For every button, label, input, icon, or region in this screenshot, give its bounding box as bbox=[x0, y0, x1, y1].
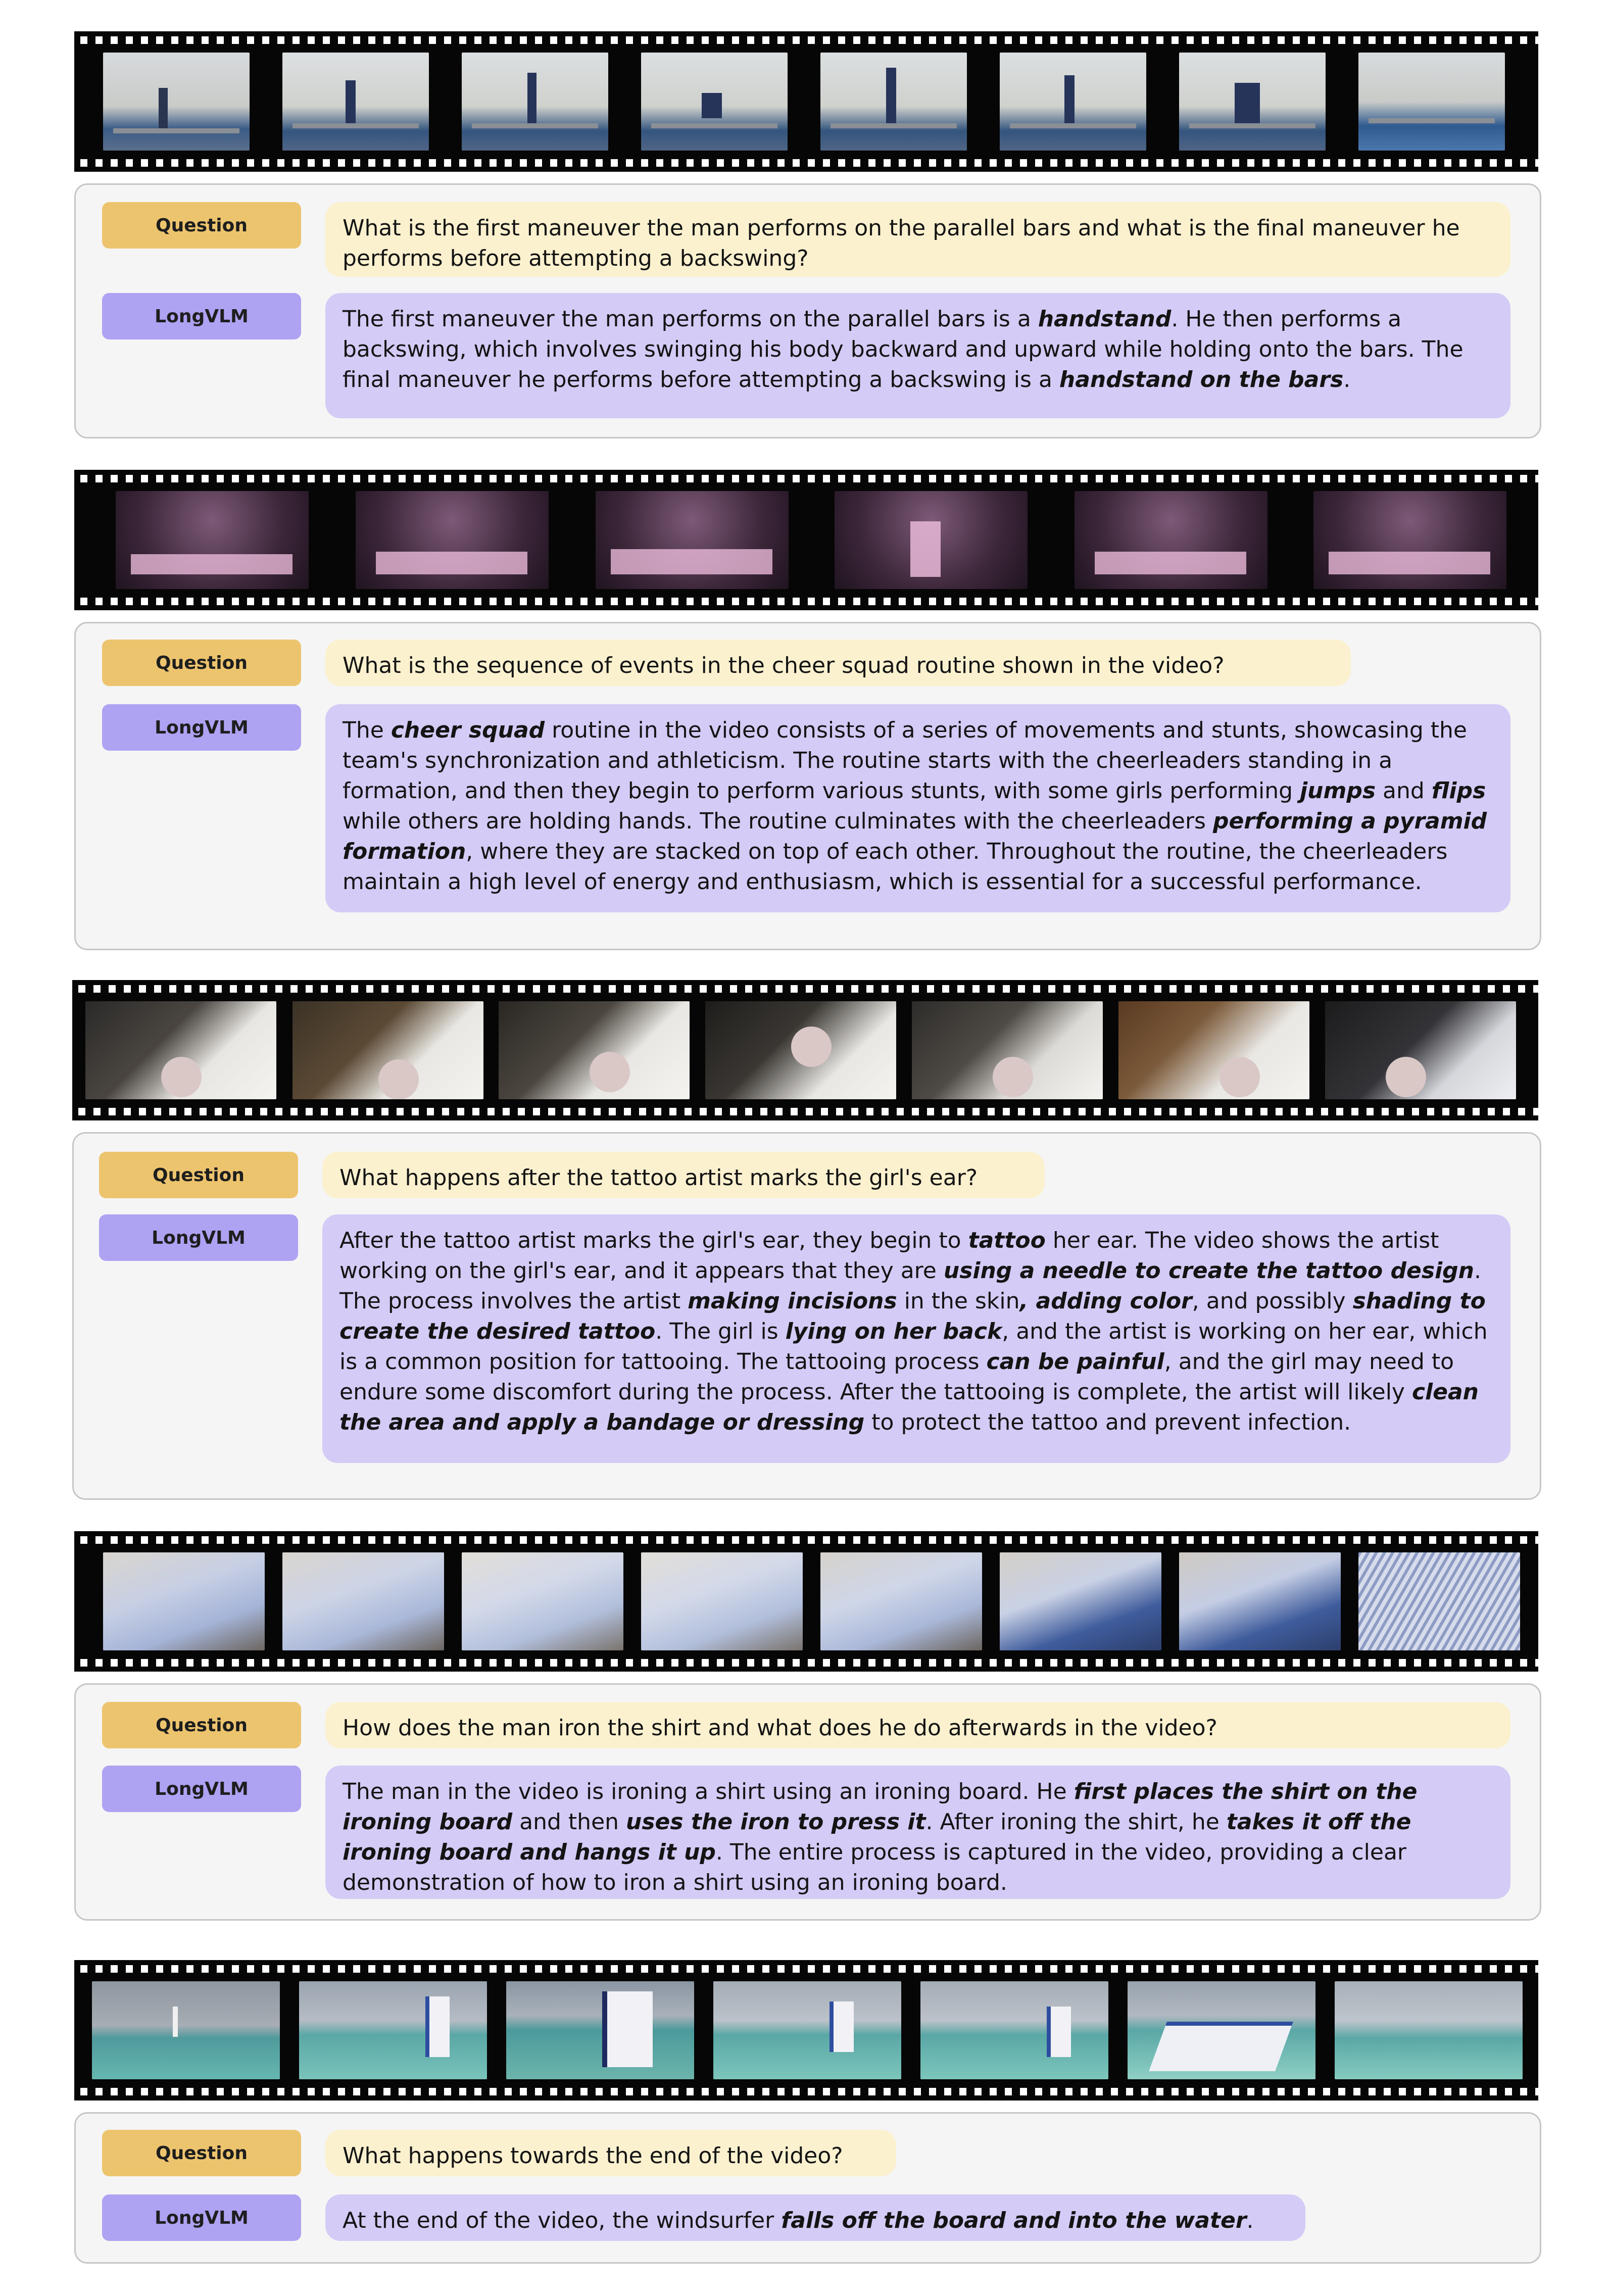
qa-panel bbox=[74, 183, 1541, 438]
answer-text: . He then performs a backswing, which involves swinging his body backward and upward while holding onto the bars. The final maneuver he performs before attempting a backswing is a bbox=[343, 306, 1463, 393]
video-frame bbox=[282, 53, 429, 151]
answer-text: her ear. The video shows the artist working on the girl's ear, and it appears that they are bbox=[339, 1228, 1439, 1284]
sprocket-holes-bottom bbox=[74, 2088, 1538, 2095]
sprocket-holes-bottom bbox=[72, 1108, 1538, 1115]
video-frame bbox=[912, 1001, 1103, 1099]
filmstrip-windsurf bbox=[74, 1960, 1538, 2100]
answer-text: to protect the tattoo and prevent infection. bbox=[864, 1409, 1351, 1435]
qa-panel bbox=[74, 622, 1541, 950]
answer-text: . The process involves the artist bbox=[339, 1258, 1481, 1314]
answer-emphasis: using a needle to create the tattoo design bbox=[943, 1258, 1474, 1284]
answer-text: while others are holding hands. The routine culminates with the cheerleaders bbox=[343, 808, 1213, 834]
video-frame bbox=[705, 1001, 896, 1099]
answer-tag: LongVLM bbox=[102, 2194, 301, 2241]
video-frame bbox=[103, 1552, 265, 1650]
video-frame bbox=[85, 1001, 276, 1099]
answer-text: The man in the video is ironing a shirt using an ironing board. He bbox=[343, 1779, 1074, 1804]
answer-bubble bbox=[322, 1214, 1510, 1463]
answer-tag: LongVLM bbox=[99, 1214, 298, 1261]
video-frame bbox=[1179, 53, 1326, 151]
video-frame bbox=[820, 53, 967, 151]
video-frame bbox=[1000, 1552, 1161, 1650]
answer-emphasis: can be painful bbox=[986, 1349, 1164, 1375]
question-tag: Question bbox=[102, 640, 301, 686]
video-frame bbox=[116, 491, 309, 589]
answer-emphasis: flips bbox=[1431, 778, 1486, 804]
answer-emphasis: , adding color bbox=[1019, 1288, 1192, 1314]
video-frame bbox=[1128, 1981, 1315, 2079]
filmstrip-gymnastics bbox=[74, 31, 1538, 172]
video-frame bbox=[1075, 491, 1267, 589]
answer-bubble bbox=[325, 704, 1510, 912]
filmstrip-cheer bbox=[74, 470, 1538, 610]
sprocket-holes-top bbox=[74, 1965, 1538, 1973]
sprocket-holes-top bbox=[74, 1536, 1538, 1544]
video-frame bbox=[499, 1001, 690, 1099]
video-frame bbox=[292, 1001, 483, 1099]
sprocket-holes-bottom bbox=[74, 159, 1538, 167]
video-frame bbox=[299, 1981, 487, 2079]
answer-tag: LongVLM bbox=[102, 1766, 301, 1812]
video-frame bbox=[356, 491, 549, 589]
answer-emphasis: first places the shirt on the ironing board bbox=[343, 1779, 1418, 1835]
video-frame bbox=[820, 1552, 982, 1650]
answer-emphasis: jumps bbox=[1300, 778, 1376, 804]
answer-bubble bbox=[325, 1766, 1510, 1899]
qa-panel bbox=[74, 2112, 1541, 2264]
video-frame bbox=[103, 53, 250, 151]
answer-emphasis: takes it off the ironing board and hangs it up bbox=[343, 1809, 1411, 1865]
video-frame bbox=[1000, 53, 1146, 151]
answer-text: . The girl is bbox=[655, 1318, 786, 1344]
qa-panel bbox=[72, 1132, 1541, 1500]
video-frame bbox=[506, 1981, 694, 2079]
video-frame bbox=[462, 53, 608, 151]
question-tag: Question bbox=[102, 1702, 301, 1748]
answer-text: , and possibly bbox=[1192, 1288, 1353, 1314]
video-frame bbox=[1358, 53, 1505, 151]
question-bubble: What happens towards the end of the video? bbox=[325, 2130, 896, 2176]
video-frame bbox=[92, 1981, 280, 2079]
video-frame bbox=[641, 53, 788, 151]
answer-bubble bbox=[325, 2194, 1305, 2241]
answer-text: and bbox=[1376, 778, 1432, 804]
answer-tag: LongVLM bbox=[102, 293, 301, 339]
video-frame bbox=[713, 1981, 901, 2079]
video-frame bbox=[282, 1552, 444, 1650]
answer-emphasis: handstand bbox=[1038, 306, 1172, 332]
video-frame bbox=[1313, 491, 1506, 589]
answer-emphasis: performing a pyramid formation bbox=[343, 808, 1487, 864]
answer-emphasis: tattoo bbox=[968, 1228, 1046, 1253]
video-frame bbox=[1179, 1552, 1341, 1650]
answer-bubble bbox=[325, 293, 1510, 418]
video-frame bbox=[1118, 1001, 1309, 1099]
sprocket-holes-top bbox=[74, 475, 1538, 482]
answer-text: The bbox=[343, 717, 391, 743]
answer-emphasis: falls off the board and into the water bbox=[781, 2208, 1247, 2233]
answer-emphasis: handstand on the bars bbox=[1059, 367, 1344, 393]
question-tag: Question bbox=[99, 1152, 298, 1198]
sprocket-holes-top bbox=[74, 36, 1538, 44]
answer-text: . bbox=[1343, 367, 1351, 393]
sprocket-holes-bottom bbox=[74, 598, 1538, 605]
answer-emphasis: cheer squad bbox=[391, 717, 545, 743]
answer-emphasis: uses the iron to press it bbox=[626, 1809, 926, 1835]
question-bubble: What is the first maneuver the man performs on the parallel bars and what is the final maneuver he performs before attempting a backswing? bbox=[325, 202, 1510, 277]
answer-text: in the skin bbox=[897, 1288, 1020, 1314]
answer-emphasis: lying on her back bbox=[785, 1318, 1002, 1344]
video-frame bbox=[596, 491, 789, 589]
question-bubble: What happens after the tattoo artist marks the girl's ear? bbox=[322, 1152, 1045, 1198]
qa-panel bbox=[74, 1683, 1541, 1921]
video-frame bbox=[1325, 1001, 1516, 1099]
filmstrip-tattoo bbox=[72, 980, 1538, 1120]
answer-text: . bbox=[1246, 2208, 1254, 2233]
answer-emphasis: making incisions bbox=[688, 1288, 897, 1314]
question-tag: Question bbox=[102, 2130, 301, 2176]
video-frame bbox=[835, 491, 1028, 589]
answer-text: . After ironing the shirt, he bbox=[925, 1809, 1227, 1835]
sprocket-holes-top bbox=[72, 985, 1538, 993]
video-frame bbox=[920, 1981, 1108, 2079]
video-frame bbox=[641, 1552, 803, 1650]
answer-text: , and the girl may need to endure some discomfort during the process. After the tattooing is complete, the artist will likely bbox=[339, 1349, 1454, 1405]
answer-text: , and the artist is working on her ear, which is a common position for tattooing. The tattooing process bbox=[339, 1318, 1488, 1375]
question-tag: Question bbox=[102, 202, 301, 249]
question-bubble: How does the man iron the shirt and what does he do afterwards in the video? bbox=[325, 1702, 1510, 1748]
answer-text: The first maneuver the man performs on the parallel bars is a bbox=[343, 306, 1038, 332]
answer-emphasis: shading to create the desired tattoo bbox=[339, 1288, 1486, 1344]
sprocket-holes-bottom bbox=[74, 1659, 1538, 1667]
answer-text: , where they are stacked on top of each other. Throughout the routine, the cheerleaders maintain a high level of energy and enthusiasm, which is essential for a successful performance. bbox=[343, 839, 1448, 895]
answer-text: At the end of the video, the windsurfer bbox=[343, 2208, 782, 2233]
video-frame bbox=[1358, 1552, 1520, 1650]
answer-text: . The entire process is captured in the video, providing a clear demonstration of how to iron a shirt using an ironing board. bbox=[343, 1839, 1406, 1895]
video-frame bbox=[462, 1552, 623, 1650]
answer-emphasis: clean the area and apply a bandage or dressing bbox=[339, 1379, 1479, 1435]
answer-tag: LongVLM bbox=[102, 704, 301, 751]
question-bubble: What is the sequence of events in the cheer squad routine shown in the video? bbox=[325, 640, 1351, 686]
answer-text: and then bbox=[512, 1809, 626, 1835]
video-frame bbox=[1335, 1981, 1523, 2079]
filmstrip-ironing bbox=[74, 1531, 1538, 1672]
answer-text: After the tattoo artist marks the girl's ear, they begin to bbox=[339, 1228, 968, 1253]
answer-text: routine in the video consists of a series of movements and stunts, showcasing the team's synchronization and athleticism. The routine starts with the cheerleaders standing in a formation, and then they begin to perform various stunts, with some girls performing bbox=[343, 717, 1467, 804]
